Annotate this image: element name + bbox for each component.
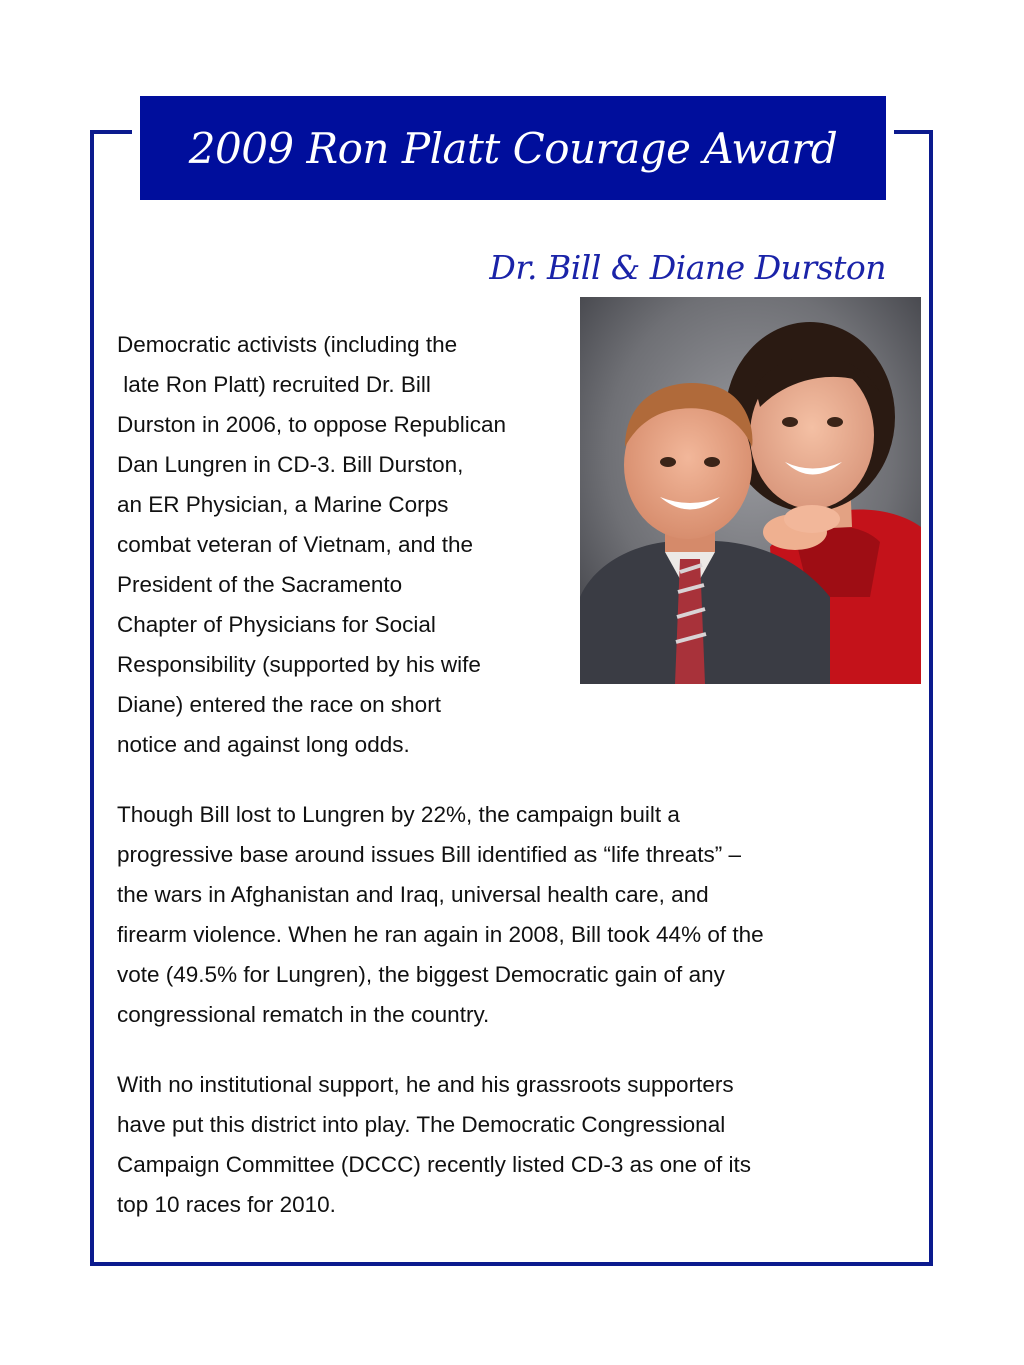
text-line: firearm violence. When he ran again in 2008, Bill took 44% of the xyxy=(117,922,764,947)
portrait-photo-icon xyxy=(580,297,921,684)
text-line: congressional rematch in the country. xyxy=(117,1002,490,1027)
page-title: 2009 Ron Platt Courage Award xyxy=(188,123,838,173)
text-line: Democratic activists (including the xyxy=(117,332,458,357)
text-line: notice and against long odds. xyxy=(117,732,410,757)
text-line: Dan Lungren in CD-3. Bill Durston, xyxy=(117,452,464,477)
text-line: Though Bill lost to Lungren by 22%, the campaign built a xyxy=(117,802,680,827)
paragraph-district-outlook xyxy=(117,1065,897,1225)
paragraph-campaign-results xyxy=(117,795,897,1035)
text-line: progressive base around issues Bill identified as “life threats” – xyxy=(117,842,742,867)
text-line: an ER Physician, a Marine Corps xyxy=(117,492,449,517)
text-line: combat veteran of Vietnam, and the xyxy=(117,532,474,557)
honorees-name: Dr. Bill & Diane Durston xyxy=(489,248,886,287)
title-banner xyxy=(132,88,894,208)
text-line: late Ron Platt) recruited Dr. Bill xyxy=(117,372,431,397)
paragraph-introduction xyxy=(117,325,579,765)
text-line: President of the Sacramento xyxy=(117,572,403,597)
text-line: top 10 races for 2010. xyxy=(117,1192,336,1217)
honorees-portrait-photo xyxy=(580,297,921,684)
text-line: vote (49.5% for Lungren), the biggest Democratic gain of any xyxy=(117,962,725,987)
text-line: Chapter of Physicians for Social xyxy=(117,612,436,637)
text-line: Diane) entered the race on short xyxy=(117,692,441,717)
text-line: Durston in 2006, to oppose Republican xyxy=(117,412,507,437)
text-line: With no institutional support, he and his grassroots supporters xyxy=(117,1072,734,1097)
text-line: Responsibility (supported by his wife xyxy=(117,652,481,677)
text-line: the wars in Afghanistan and Iraq, universal health care, and xyxy=(117,882,709,907)
text-line: Campaign Committee (DCCC) recently listed CD-3 as one of its xyxy=(117,1152,751,1177)
text-line: have put this district into play. The Democratic Congressional xyxy=(117,1112,726,1137)
